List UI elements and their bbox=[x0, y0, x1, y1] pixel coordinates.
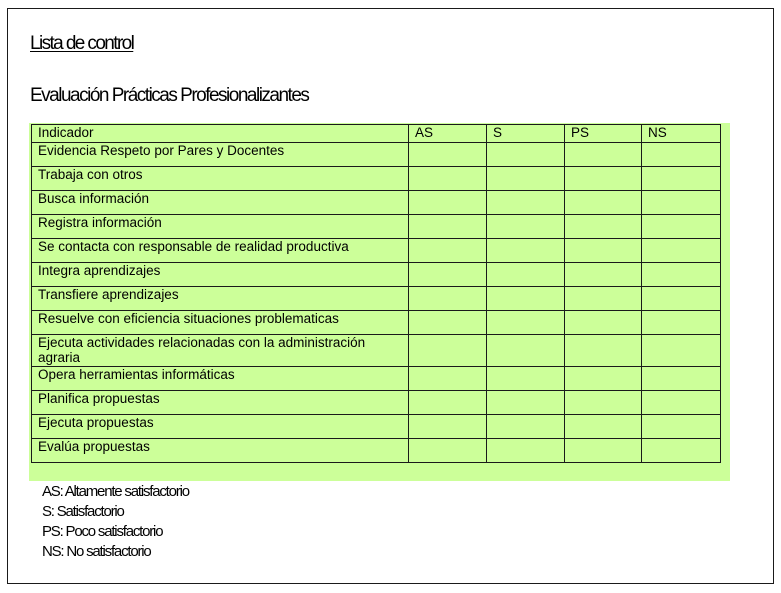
ns-cell bbox=[642, 239, 721, 263]
s-cell bbox=[487, 143, 565, 167]
indicator-cell: Registra información bbox=[32, 215, 409, 239]
legend-item-as: AS: Altamente satisfactorio bbox=[42, 483, 189, 500]
s-cell bbox=[487, 287, 565, 311]
ps-cell bbox=[565, 311, 642, 335]
ns-cell bbox=[642, 263, 721, 287]
ns-cell bbox=[642, 311, 721, 335]
ps-cell bbox=[565, 167, 642, 191]
table-row bbox=[32, 391, 721, 415]
indicator-cell: Evalúa propuestas bbox=[32, 439, 409, 463]
as-cell bbox=[409, 311, 487, 335]
as-cell bbox=[409, 367, 487, 391]
header-ns: NS bbox=[642, 125, 721, 143]
as-cell bbox=[409, 215, 487, 239]
table-header-row bbox=[32, 125, 721, 143]
indicator-cell: Transfiere aprendizajes bbox=[32, 287, 409, 311]
table-row bbox=[32, 367, 721, 391]
document-title: Lista de control bbox=[30, 33, 134, 54]
as-cell bbox=[409, 391, 487, 415]
table-row bbox=[32, 415, 721, 439]
table-row bbox=[32, 311, 721, 335]
s-cell bbox=[487, 367, 565, 391]
indicator-cell: Ejecuta propuestas bbox=[32, 415, 409, 439]
ps-cell bbox=[565, 367, 642, 391]
ns-cell bbox=[642, 391, 721, 415]
s-cell bbox=[487, 263, 565, 287]
header-as: AS bbox=[409, 125, 487, 143]
indicator-cell: Se contacta con responsable de realidad productiva bbox=[32, 239, 409, 263]
s-cell bbox=[487, 439, 565, 463]
s-cell bbox=[487, 415, 565, 439]
as-cell bbox=[409, 439, 487, 463]
ps-cell bbox=[565, 391, 642, 415]
indicator-cell: Busca información bbox=[32, 191, 409, 215]
indicator-cell: Ejecuta actividades relacionadas con la administración agraria bbox=[32, 335, 409, 367]
ps-cell bbox=[565, 263, 642, 287]
ps-cell bbox=[565, 287, 642, 311]
indicator-cell: Integra aprendizajes bbox=[32, 263, 409, 287]
table-row bbox=[32, 167, 721, 191]
ns-cell bbox=[642, 439, 721, 463]
table-row bbox=[32, 191, 721, 215]
s-cell bbox=[487, 191, 565, 215]
s-cell bbox=[487, 167, 565, 191]
as-cell bbox=[409, 335, 487, 367]
as-cell bbox=[409, 143, 487, 167]
document-subtitle: Evaluación Prácticas Profesionalizantes bbox=[30, 85, 309, 106]
s-cell bbox=[487, 391, 565, 415]
indicator-cell: Planifica propuestas bbox=[32, 391, 409, 415]
legend-item-s: S: Satisfactorio bbox=[42, 503, 124, 520]
table-row bbox=[32, 287, 721, 311]
ns-cell bbox=[642, 191, 721, 215]
indicator-cell: Evidencia Respeto por Pares y Docentes bbox=[32, 143, 409, 167]
legend-item-ns: NS: No satisfactorio bbox=[42, 543, 151, 560]
table-row bbox=[32, 263, 721, 287]
s-cell bbox=[487, 335, 565, 367]
ns-cell bbox=[642, 335, 721, 367]
as-cell bbox=[409, 191, 487, 215]
as-cell bbox=[409, 415, 487, 439]
table-row bbox=[32, 335, 721, 367]
ps-cell bbox=[565, 239, 642, 263]
as-cell bbox=[409, 167, 487, 191]
indicator-cell: Resuelve con eficiencia situaciones problematicas bbox=[32, 311, 409, 335]
table-row bbox=[32, 143, 721, 167]
ns-cell bbox=[642, 143, 721, 167]
ns-cell bbox=[642, 367, 721, 391]
legend bbox=[42, 482, 189, 562]
ns-cell bbox=[642, 287, 721, 311]
legend-item-ps: PS: Poco satisfactorio bbox=[42, 523, 163, 540]
ns-cell bbox=[642, 215, 721, 239]
header-indicador: Indicador bbox=[32, 125, 409, 143]
evaluation-table bbox=[31, 124, 721, 463]
ps-cell bbox=[565, 191, 642, 215]
ps-cell bbox=[565, 215, 642, 239]
s-cell bbox=[487, 311, 565, 335]
header-ps: PS bbox=[565, 125, 642, 143]
table-row bbox=[32, 215, 721, 239]
header-s: S bbox=[487, 125, 565, 143]
ps-cell bbox=[565, 415, 642, 439]
table-row bbox=[32, 239, 721, 263]
as-cell bbox=[409, 239, 487, 263]
table-row bbox=[32, 439, 721, 463]
ns-cell bbox=[642, 415, 721, 439]
as-cell bbox=[409, 263, 487, 287]
ps-cell bbox=[565, 143, 642, 167]
ps-cell bbox=[565, 439, 642, 463]
indicator-cell: Opera herramientas informáticas bbox=[32, 367, 409, 391]
as-cell bbox=[409, 287, 487, 311]
indicator-cell: Trabaja con otros bbox=[32, 167, 409, 191]
ps-cell bbox=[565, 335, 642, 367]
s-cell bbox=[487, 239, 565, 263]
ns-cell bbox=[642, 167, 721, 191]
s-cell bbox=[487, 215, 565, 239]
